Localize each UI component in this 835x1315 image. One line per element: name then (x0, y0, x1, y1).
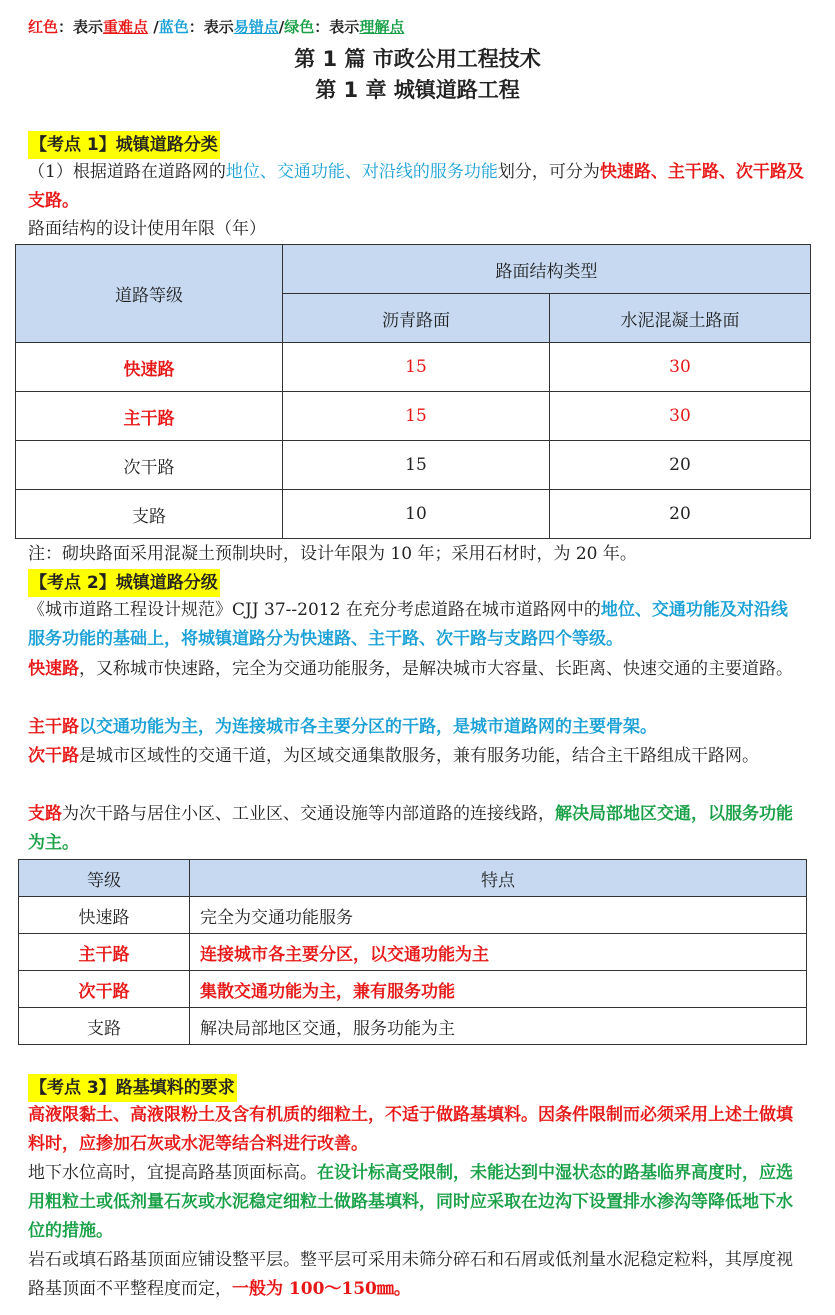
kd2-p2 (28, 655, 804, 684)
legend-sep2: / (278, 18, 285, 36)
legend-red-label: 红色 (28, 18, 59, 36)
kd3-p3-a: 岩石或填石路基顶面应铺设整平层。整平层可采用未筛分碎石和石屑或低剂量水泥稳定粒料，其厚度视路基顶面不平整程度而定， (28, 1250, 793, 1299)
legend-green-key: 理解点 (359, 18, 405, 36)
kd3-p1-text: 高液限黏土、高液限粉土及含有机质的细粒土，不适于做路基填料。因条件限制而必须采用上述土做填料时，应掺加石灰或水泥等结合料进行改善。 (28, 1105, 793, 1154)
col-grade: 等级 (19, 860, 190, 897)
kd2-p1-a: 《城市道路工程设计规范》CJJ 37--2012 在充分考虑道路在城市道路网中的 (28, 600, 601, 620)
row-feature: 集散交通功能为主，兼有服务功能 (190, 971, 807, 1008)
kd2-p1-b: 地位、交通功能及对沿线服务功能的基础上，将城镇道路分为快速路、主干路、次干路与支路四个等级。 (28, 600, 788, 649)
design-life-table (15, 244, 811, 539)
kd1-p1-c: 划分，可分为 (497, 162, 600, 182)
table-row (19, 1008, 807, 1045)
kd3-p2 (28, 1159, 804, 1246)
kd2-p5-c: 解决局部地区交通，以服务功能为主。 (28, 804, 793, 853)
legend-green-desc: ：表示 (314, 18, 360, 36)
legend-green-label: 绿色 (284, 18, 315, 36)
table1-note: 注：砌块路面采用混凝土预制块时，设计年限为 10 年；采用石材时，为 20 年。 (28, 544, 637, 564)
row-feature: 连接城市各主要分区，以交通功能为主 (190, 934, 807, 971)
legend-blue-desc: ：表示 (188, 18, 234, 36)
kd3-heading: 【考点 3】路基填料的要求 (28, 1074, 237, 1102)
row-concrete: 20 (550, 490, 811, 539)
table-row (16, 490, 811, 539)
row-asphalt: 10 (283, 490, 550, 539)
col-asphalt: 沥青路面 (283, 294, 550, 343)
row-grade: 次干路 (19, 971, 190, 1008)
table1-caption: 路面结构的设计使用年限（年） (28, 219, 266, 239)
row-grade: 支路 (19, 1008, 190, 1045)
kd1-p1-d: 快速路、主干路、次干路及支路。 (28, 162, 804, 211)
row-grade: 主干路 (19, 934, 190, 971)
part-title: 第 1 篇 市政公用工程技术 (294, 47, 541, 71)
row-concrete: 30 (550, 392, 811, 441)
row-asphalt: 15 (283, 441, 550, 490)
kd2-p3 (28, 713, 804, 742)
row-grade: 次干路 (16, 441, 283, 490)
kd2-p5-a: 支路 (28, 804, 62, 824)
chapter-title: 第 1 章 城镇道路工程 (315, 78, 520, 102)
table-row (19, 897, 807, 934)
kd3-p3 (28, 1246, 804, 1304)
row-feature: 解决局部地区交通，服务功能为主 (190, 1008, 807, 1045)
row-feature: 完全为交通功能服务 (190, 897, 807, 934)
row-grade: 快速路 (19, 897, 190, 934)
legend-sep: / (148, 18, 159, 36)
col-feature: 特点 (190, 860, 807, 897)
table-row (19, 971, 807, 1008)
kd2-p4-b: 是城市区域性的交通干道，为区域交通集散服务，兼有服务功能，结合主干路组成干路网。 (79, 746, 759, 766)
row-grade: 主干路 (16, 392, 283, 441)
kd1-p1-a: （1）根据道路在道路网的 (28, 162, 226, 182)
kd3-p1 (28, 1101, 804, 1159)
col-concrete: 水泥混凝土路面 (550, 294, 811, 343)
table-row (16, 392, 811, 441)
row-grade: 快速路 (16, 343, 283, 392)
kd1-heading: 【考点 1】城镇道路分类 (28, 131, 220, 159)
kd2-p4-a: 次干路 (28, 746, 79, 766)
col-type: 路面结构类型 (283, 245, 811, 294)
row-asphalt: 15 (283, 343, 550, 392)
kd2-p3-a: 主干路 (28, 717, 79, 737)
legend-red-key: 重难点 (103, 18, 149, 36)
kd2-p4 (28, 742, 804, 771)
table-row (16, 441, 811, 490)
kd3-p3-b: 一般为 100～150㎜。 (232, 1279, 411, 1299)
legend-blue-key: 易错点 (233, 18, 279, 36)
col-grade: 道路等级 (16, 245, 283, 343)
kd2-heading: 【考点 2】城镇道路分级 (28, 569, 220, 597)
kd3-p2-a: 地下水位高时，宜提高路基顶面标高。 (28, 1163, 317, 1183)
kd2-p3-b: 以交通功能为主，为连接城市各主要分区的干路，是城市道路网的主要骨架。 (79, 717, 657, 737)
table-row (16, 343, 811, 392)
legend-red-desc: ：表示 (58, 18, 104, 36)
kd1-paragraph (28, 158, 804, 216)
row-grade: 支路 (16, 490, 283, 539)
row-concrete: 20 (550, 441, 811, 490)
kd2-p2-a: 快速路 (28, 659, 79, 679)
kd2-p5-b: 为次干路与居住小区、工业区、交通设施等内部道路的连接线路， (62, 804, 555, 824)
row-asphalt: 15 (283, 392, 550, 441)
row-concrete: 30 (550, 343, 811, 392)
kd2-p2-b: ，又称城市快速路，完全为交通功能服务，是解决城市大容量、长距离、快速交通的主要道路。 (79, 659, 793, 679)
table-row (19, 934, 807, 971)
kd2-p1 (28, 596, 804, 654)
kd2-p5 (28, 800, 804, 858)
kd3-p2-b: 在设计标高受限制，未能达到中湿状态的路基临界高度时，应选用粗粒土或低剂量石灰或水泥稳定细粒土做路基填料，同时应采取在边沟下设置排水渗沟等降低地下水位的措施。 (28, 1163, 793, 1241)
kd1-p1-b: 地位、交通功能、对沿线的服务功能 (225, 162, 498, 182)
legend-blue-label: 蓝色 (158, 18, 189, 36)
road-grade-table (18, 859, 807, 1045)
color-legend (28, 16, 404, 37)
